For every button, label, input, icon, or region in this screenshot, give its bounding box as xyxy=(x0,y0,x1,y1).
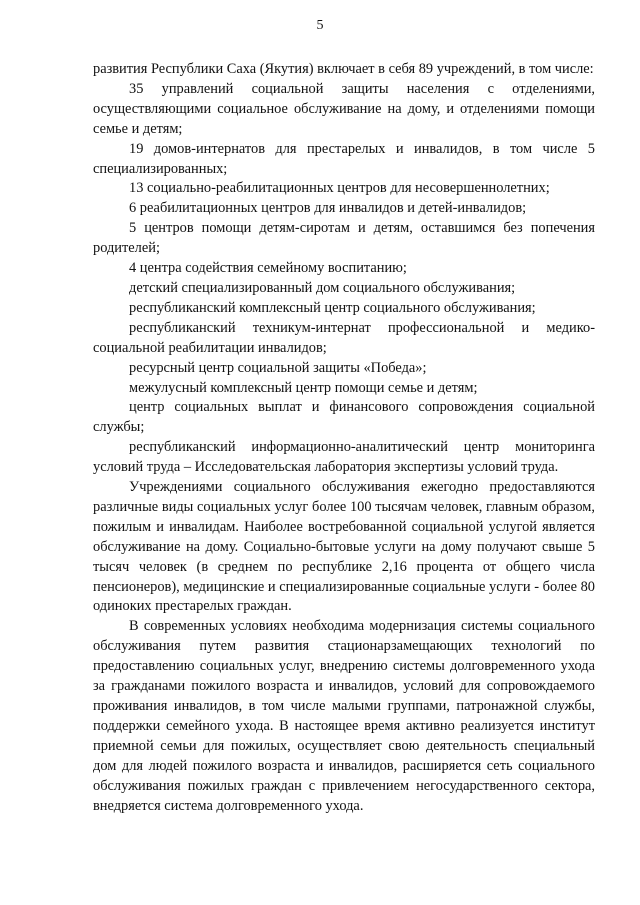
list-item: 35 управлений социальной защиты населения с отделениями, осуществляющими социальное обслуживание на дому, и отделениями помощи семье и детям; xyxy=(93,80,595,137)
list-item: республиканский комплексный центр социального обслуживания; xyxy=(129,299,536,316)
list-item: республиканский техникум-интернат профессиональной и медико-социальной реабилитации инвалидов; xyxy=(93,319,595,356)
paragraph: развития Республики Саха (Якутия) включает в себя 89 учреждений, в том числе: xyxy=(93,61,594,77)
list-item: 6 реабилитационных центров для инвалидов и детей-инвалидов; xyxy=(129,200,527,217)
list-item: 19 домов-интернатов для престарелых и инвалидов, в том числе 5 специализированных; xyxy=(93,140,595,177)
list-item: детский специализированный дом социального обслуживания; xyxy=(129,279,516,296)
list-item: 4 центра содействия семейному воспитанию; xyxy=(129,260,407,277)
list-item: ресурсный центр социальной защиты «Победа»; xyxy=(129,359,427,376)
list-item: 13 социально-реабилитационных центров для несовершеннолетних; xyxy=(129,180,550,197)
page-number: 5 xyxy=(316,18,324,33)
body-text xyxy=(93,60,595,816)
list-item: центр социальных выплат и финансового сопровождения социальной службы; xyxy=(93,399,595,436)
list-item: 5 центров помощи детям-сиротам и детям, оставшимся без попечения родителей; xyxy=(93,220,595,257)
paragraph: Учреждениями социального обслуживания ежегодно предоставляются различные виды социальных услуг более 100 тысячам человек, главным образом, пожилым и инвалидам. Наиболее востребованной социальной услугой является обслуживание на дому. Социально-бытовые услуги на дому получают свыше 5 тысяч человек (в среднем по республике 2,16 процента от общего числа пенсионеров), медицинские и специализированные социальные услуги - более 80 одиноких престарелых граждан. xyxy=(93,479,595,615)
list-item: межулусный комплексный центр помощи семье и детям; xyxy=(129,379,478,396)
list-item: республиканский информационно-аналитический центр мониторинга условий труда – Исследовательская лаборатория экспертизы условий труда. xyxy=(93,439,595,476)
paragraph: В современных условиях необходима модернизация системы социального обслуживания путем развития стационарзамещающих технологий по предоставлению социальных услуг, внедрению системы долговременного ухода за гражданами пожилого возраста и инвалидов, условий для сопровождаемого проживания инвалидов, в том числе малыми группами, патронажной службы, поддержки семейного ухода. В настоящее время активно реализуется институт приемной семьи для пожилых, осуществляет свою деятельность специальный дом для людей пожилого возраста и инвалидов, расширяется сеть социального обслуживания пожилых граждан с привлечением негосударственного сектора, внедряется система долговременного ухода. xyxy=(93,618,595,814)
